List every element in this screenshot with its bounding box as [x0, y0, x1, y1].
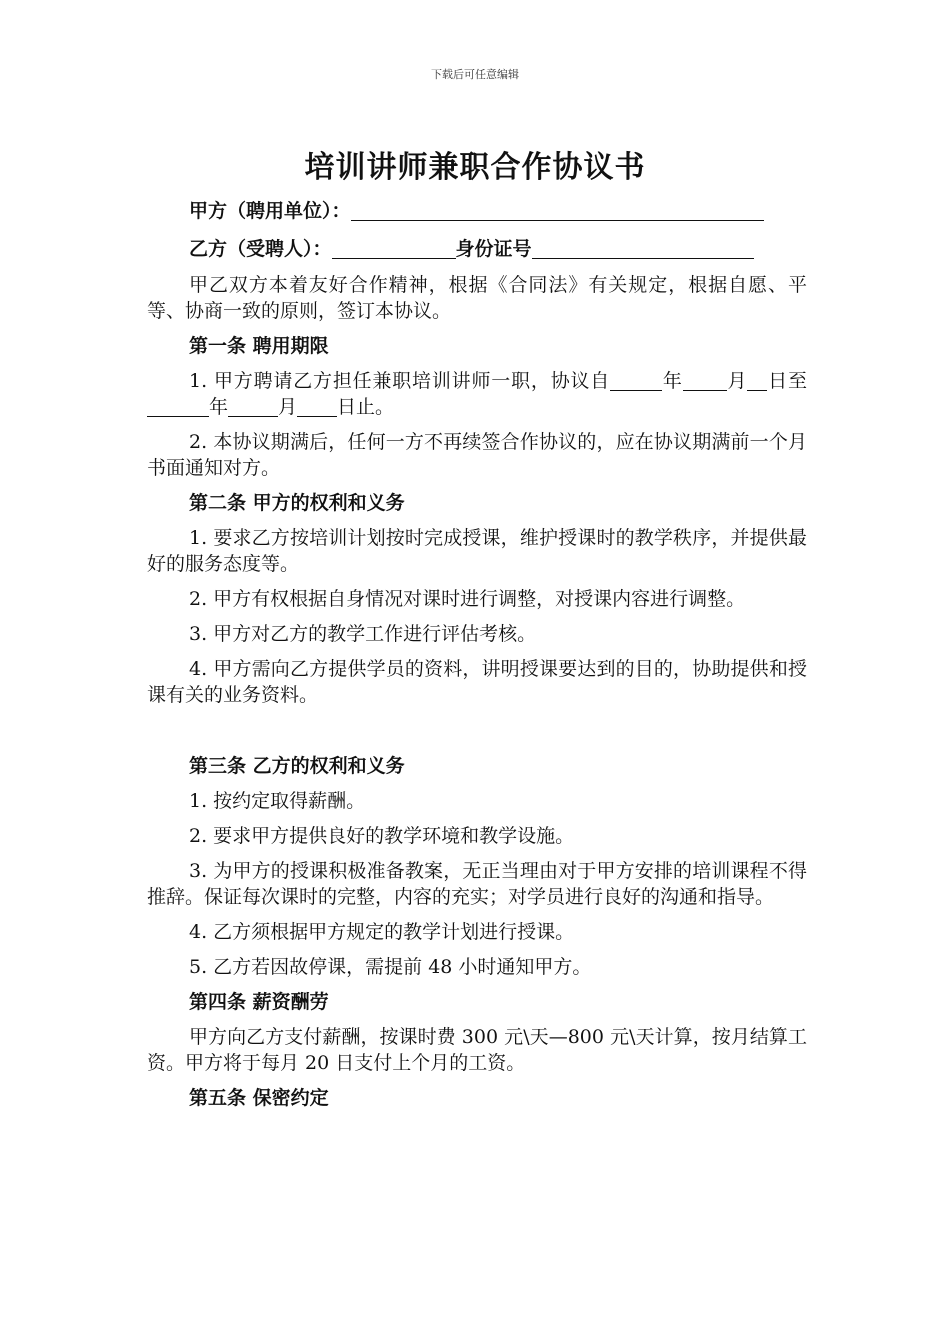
section-spacer [147, 717, 807, 753]
id-number-label: 身份证号 [455, 238, 532, 260]
intro-paragraph: 甲乙双方本着友好合作精神，根据《合同法》有关规定，根据自愿、平等、协商一致的原则，签订本协议。 [147, 274, 807, 322]
end-day-label: 日止。 [337, 396, 395, 418]
article3-heading: 第三条 乙方的权利和义务 [189, 755, 405, 777]
article3-item: 3. 为甲方的授课积极准备教案，无正当理由对于甲方安排的培训课程不得推辞。保证每次课时的完整，内容的充实；对学员进行良好的沟通和指导。 [147, 860, 807, 908]
document-body [147, 196, 807, 1120]
party-b-label: 乙方（受聘人）： [189, 238, 332, 260]
start-year-label: 年 [662, 370, 683, 392]
article1-item2: 2. 本协议期满后，任何一方不再续签合作协议的，应在协议期满前一个月书面通知对方。 [147, 431, 807, 479]
end-year-blank [147, 394, 209, 417]
end-month-label: 月 [278, 396, 298, 418]
article2-item: 1. 要求乙方按培训计划按时完成授课，维护授课时的教学秩序，并提供最好的服务态度等。 [147, 527, 807, 575]
start-month-label: 月 [726, 370, 748, 392]
article3-item: 2. 要求甲方提供良好的教学环境和教学设施。 [189, 825, 575, 847]
start-day-label: 日至 [767, 370, 807, 392]
start-year-blank [610, 368, 662, 391]
id-number-blank [532, 236, 754, 259]
article5-heading: 第五条 保密约定 [189, 1087, 329, 1109]
article4-text: 甲方向乙方支付薪酬，按课时费 300 元\天—800 元\天计算，按月结算工资。甲方将于每月 20 日支付上个月的工资。 [147, 1026, 807, 1074]
end-year-label: 年 [209, 396, 229, 418]
party-a-line [147, 196, 807, 226]
party-b-line [147, 234, 807, 264]
article2-item: 2. 甲方有权根据自身情况对课时进行调整，对授课内容进行调整。 [189, 588, 746, 610]
article4-heading: 第四条 薪资酬劳 [189, 991, 329, 1013]
end-day-blank [297, 394, 337, 417]
end-month-blank [228, 394, 278, 417]
article3-item: 4. 乙方须根据甲方规定的教学计划进行授课。 [189, 921, 575, 943]
article3-item: 5. 乙方若因故停课，需提前 48 小时通知甲方。 [189, 956, 592, 978]
start-day-blank [747, 368, 767, 391]
start-month-blank [683, 368, 727, 391]
article1-heading: 第一条 聘用期限 [189, 335, 329, 357]
party-a-label: 甲方（聘用单位）： [189, 200, 351, 222]
article1-item1 [147, 368, 807, 420]
page-title: 培训讲师兼职合作协议书 [304, 150, 646, 185]
article2-heading: 第二条 甲方的权利和义务 [189, 492, 405, 514]
header-note: 下载后可任意编辑 [431, 68, 519, 81]
article3-item: 1. 按约定取得薪酬。 [189, 790, 366, 812]
article2-item: 4. 甲方需向乙方提供学员的资料，讲明授课要达到的目的，协助提供和授课有关的业务资料。 [147, 658, 807, 706]
article2-item: 3. 甲方对乙方的教学工作进行评估考核。 [189, 623, 537, 645]
party-a-blank [351, 198, 764, 221]
party-b-blank [332, 236, 456, 259]
article1-item1-text: 1. 甲方聘请乙方担任兼职培训讲师一职，协议自 [189, 370, 611, 392]
